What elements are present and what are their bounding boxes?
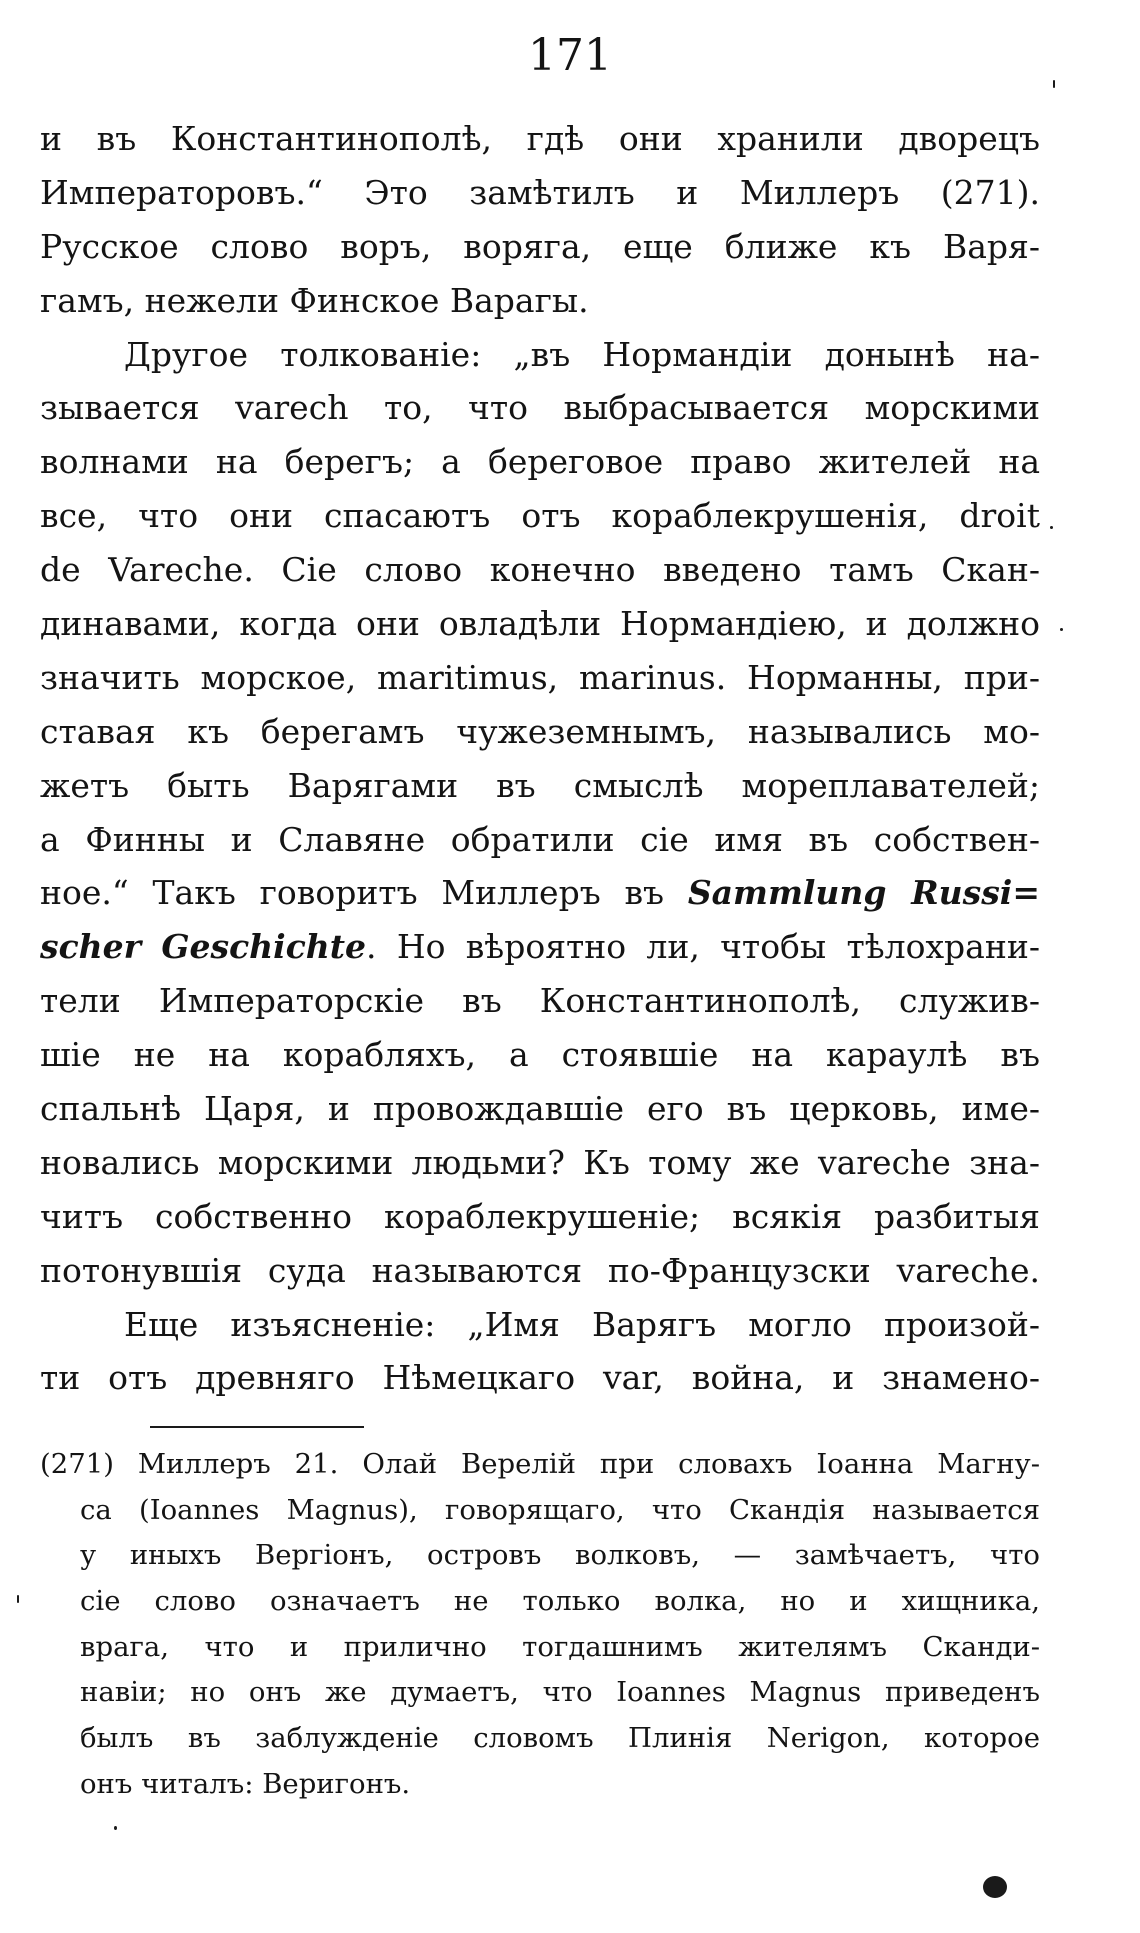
ink-speck: [114, 1826, 117, 1830]
text-line: Русское слово воръ, воряга, еще ближе къ Варя-: [40, 226, 1040, 266]
text-line-mixed: [40, 866, 1040, 920]
text-line: все, что они спасаютъ отъ кораблекрушенія, droit: [40, 496, 1040, 536]
text-line: тели Императорскіе въ Константинополѣ, служив-: [40, 981, 1040, 1021]
text-line: Императоровъ.“ Это замѣтилъ и Миллеръ (271).: [40, 172, 1040, 212]
text-line: а Финны и Славяне обратили сіе имя въ собствен-: [40, 819, 1040, 859]
footnote-line: са (Ioannes Magnus), говорящаго, что Скандія называется: [80, 1493, 1040, 1526]
text-line: de Vareche. Сіе слово конечно введено тамъ Скан-: [40, 550, 1040, 590]
fraktur-title: Sammlung Russi=: [687, 873, 1040, 913]
footnote-line: навіи; но онъ же думаетъ, что Ioannes Magnus приведенъ: [80, 1676, 1040, 1709]
text-line: ти отъ древняго Нѣмецкаго var, война, и знамено-: [40, 1358, 1040, 1398]
text-line: динавами, когда они овладѣли Нормандіею, и должно: [40, 604, 1040, 644]
text-line: гамъ, нежели Финское Варагы.: [40, 280, 589, 320]
fraktur-title: scher: [40, 927, 142, 967]
text-line: новались морскими людьми? Къ тому же vareche зна-: [40, 1142, 1040, 1182]
ink-speck: [17, 1595, 19, 1603]
footnotes: [40, 1442, 1040, 1808]
text-line: и въ Константинополѣ, гдѣ они хранили дворецъ: [40, 119, 1040, 158]
text-line: ставая къ берегамъ чужеземнымъ, назывались мо-: [40, 711, 1040, 751]
text-segment: ное.“ Такъ говоритъ Миллеръ въ: [40, 873, 665, 913]
text-line: значить морское, maritimus, marinus. Норманны, при-: [40, 657, 1040, 697]
ink-speck: [1053, 80, 1055, 88]
text-line: спальнѣ Царя, и провождавшіе его въ церковь, име-: [40, 1089, 1040, 1129]
footnote-line: онъ читалъ: Веригонъ.: [80, 1767, 411, 1800]
text-segment: Но вѣроятно ли, чтобы тѣлохрани-: [396, 927, 1040, 967]
text-line: Еще изъясненіе: „Имя Варягъ могло произой-: [124, 1304, 1040, 1344]
footnote-divider: [150, 1426, 364, 1428]
footnote-line: врага, что и прилично тогдашнимъ жителямъ Сканди-: [80, 1630, 1040, 1663]
footnote-line: (271) Миллеръ 21. Олай Верелій при словахъ Іоанна Магну-: [40, 1448, 1040, 1480]
footnote-line: у иныхъ Вергіонъ, островъ волковъ, — замѣчаетъ, что: [80, 1539, 1040, 1572]
fraktur-title: Geschichte: [161, 927, 367, 967]
ink-speck: [1060, 628, 1063, 631]
text-line-mixed: [40, 920, 1040, 974]
ink-blot: [983, 1876, 1007, 1898]
footnote-line: сіе слово означаетъ не только волка, но и хищника,: [80, 1585, 1040, 1618]
ink-speck: [1050, 526, 1053, 529]
text-line: шіе не на корабляхъ, а стоявшіе на караулѣ въ: [40, 1035, 1040, 1075]
footnote-line: былъ въ заблужденіе словомъ Плинія Nerigon, которое: [80, 1722, 1040, 1755]
page-number: 171: [528, 30, 612, 81]
text-line: жетъ быть Варягами въ смыслѣ мореплавателей;: [40, 765, 1040, 805]
text-line: читъ собственно кораблекрушеніе; всякія разбитыя: [40, 1196, 1040, 1236]
text-line: зывается varech то, что выбрасывается морскими: [40, 388, 1040, 428]
text-line: потонувшія суда называются по-Французски vareche.: [40, 1250, 1040, 1290]
text-line: Другое толкованіе: „въ Нормандіи донынѣ на-: [124, 334, 1040, 374]
text-line: волнами на берегъ; а береговое право жителей на: [40, 442, 1040, 482]
body-text: [40, 112, 1040, 1405]
period: .: [366, 927, 377, 967]
